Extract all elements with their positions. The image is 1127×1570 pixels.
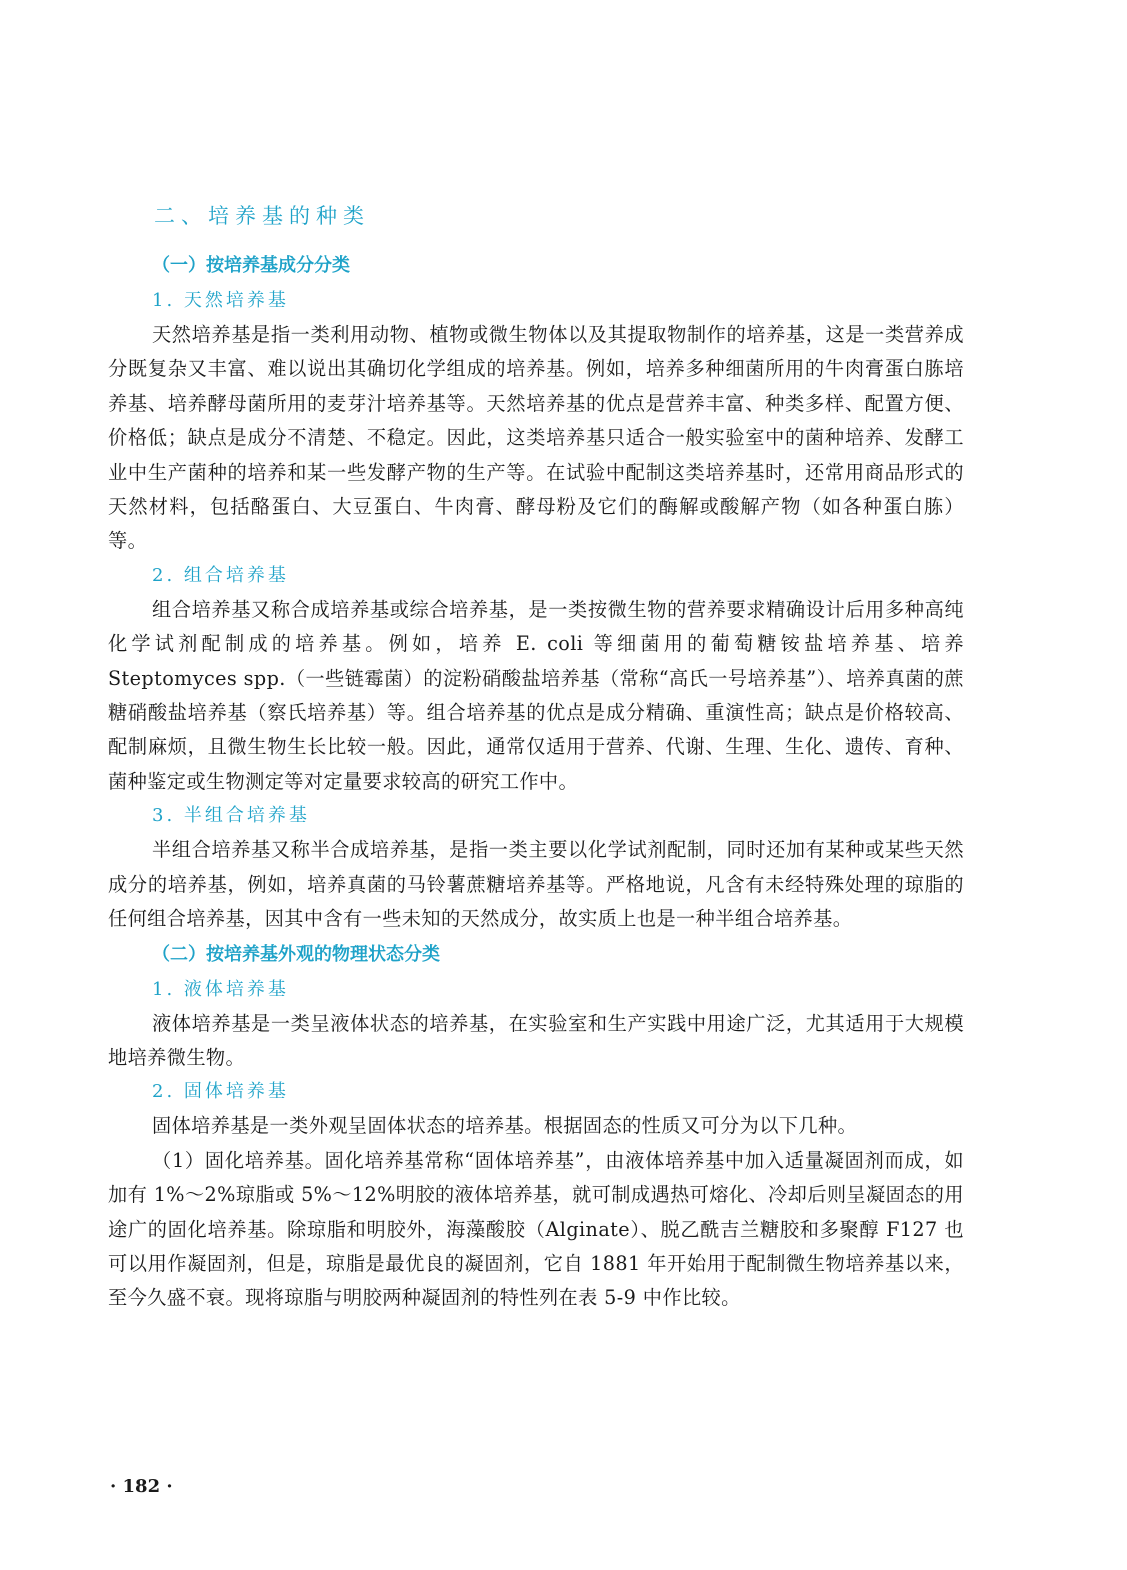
item-heading: 1. 液体培养基 xyxy=(152,978,289,1000)
item-heading: 2. 组合培养基 xyxy=(152,564,289,586)
paragraph: （1）固化培养基。固化培养基常称“固体培养基”，由液体培养基中加入适量凝固剂而成，如加有 1%～2%琼脂或 5%～12%明胶的液体培养基，就可制成遇热可熔化、冷却后则呈凝固态的用途广的固化培养基。除琼脂和明胶外，海藻酸胶（Alginate）、脱乙酰吉兰糖胶和多聚醇 F127 也可以用作凝固剂，但是，琼脂是最优良的凝固剂，它自 1881 年开始用于配制微生物培养基以来，至今久盛不衰。现将琼脂与明胶两种凝固剂的特性列在表 5-9 中作比较。 xyxy=(108,1148,964,1310)
page-body xyxy=(108,196,964,1316)
item-heading: 2. 固体培养基 xyxy=(152,1081,289,1103)
paragraph: 液体培养基是一类呈液体状态的培养基，在实验室和生产实践中用途广泛，尤其适用于大规模地培养微生物。 xyxy=(108,1011,964,1069)
paragraph: 固体培养基是一类外观呈固体状态的培养基。根据固态的性质又可分为以下几种。 xyxy=(152,1114,858,1138)
paragraph: 天然培养基是指一类利用动物、植物或微生物体以及其提取物制作的培养基，这是一类营养成分既复杂又丰富、难以说出其确切化学组成的培养基。例如，培养多种细菌所用的牛肉膏蛋白胨培养基、培养酵母菌所用的麦芽汁培养基等。天然培养基的优点是营养丰富、种类多样、配置方便、价格低；缺点是成分不清楚、不稳定。因此，这类培养基只适合一般实验室中的菌种培养、发酵工业中生产菌种的培养和某一些发酵产物的生产等。在试验中配制这类培养基时，还常用商品形式的天然材料，包括酪蛋白、大豆蛋白、牛肉膏、酵母粉及它们的酶解或酸解产物（如各种蛋白胨）等。 xyxy=(108,323,964,553)
part-heading: （一）按培养基成分分类 xyxy=(152,255,350,276)
paragraph: 组合培养基又称合成培养基或综合培养基，是一类按微生物的营养要求精确设计后用多种高纯化学试剂配制成的培养基。例如，培养 E. coli 等细菌用的葡萄糖铵盐培养基、培养 Steptomyces spp.（一些链霉菌）的淀粉硝酸盐培养基（常称“高氏一号培养基”）、培养真菌的蔗糖硝酸盐培养基（察氏培养基）等。组合培养基的优点是成分精确、重演性高；缺点是价格较高、配制麻烦，且微生物生长比较一般。因此，通常仅适用于营养、代谢、生理、生化、遗传、育种、菌种鉴定或生物测定等对定量要求较高的研究工作中。 xyxy=(108,597,964,793)
item-heading: 3. 半组合培养基 xyxy=(152,805,310,827)
item-heading: 1. 天然培养基 xyxy=(152,290,289,311)
section-title: 二、培养基的种类 xyxy=(154,204,370,228)
paragraph: 半组合培养基又称半合成培养基，是指一类主要以化学试剂配制，同时还加有某种或某些天然成分的培养基，例如，培养真菌的马铃薯蔗糖培养基等。严格地说，凡含有未经特殊处理的琼脂的任何组合培养基，因其中含有一些未知的天然成分，故实质上也是一种半组合培养基。 xyxy=(108,838,964,931)
page-number: · 182 · xyxy=(110,1476,173,1497)
part-heading: （二）按培养基外观的物理状态分类 xyxy=(152,943,440,965)
